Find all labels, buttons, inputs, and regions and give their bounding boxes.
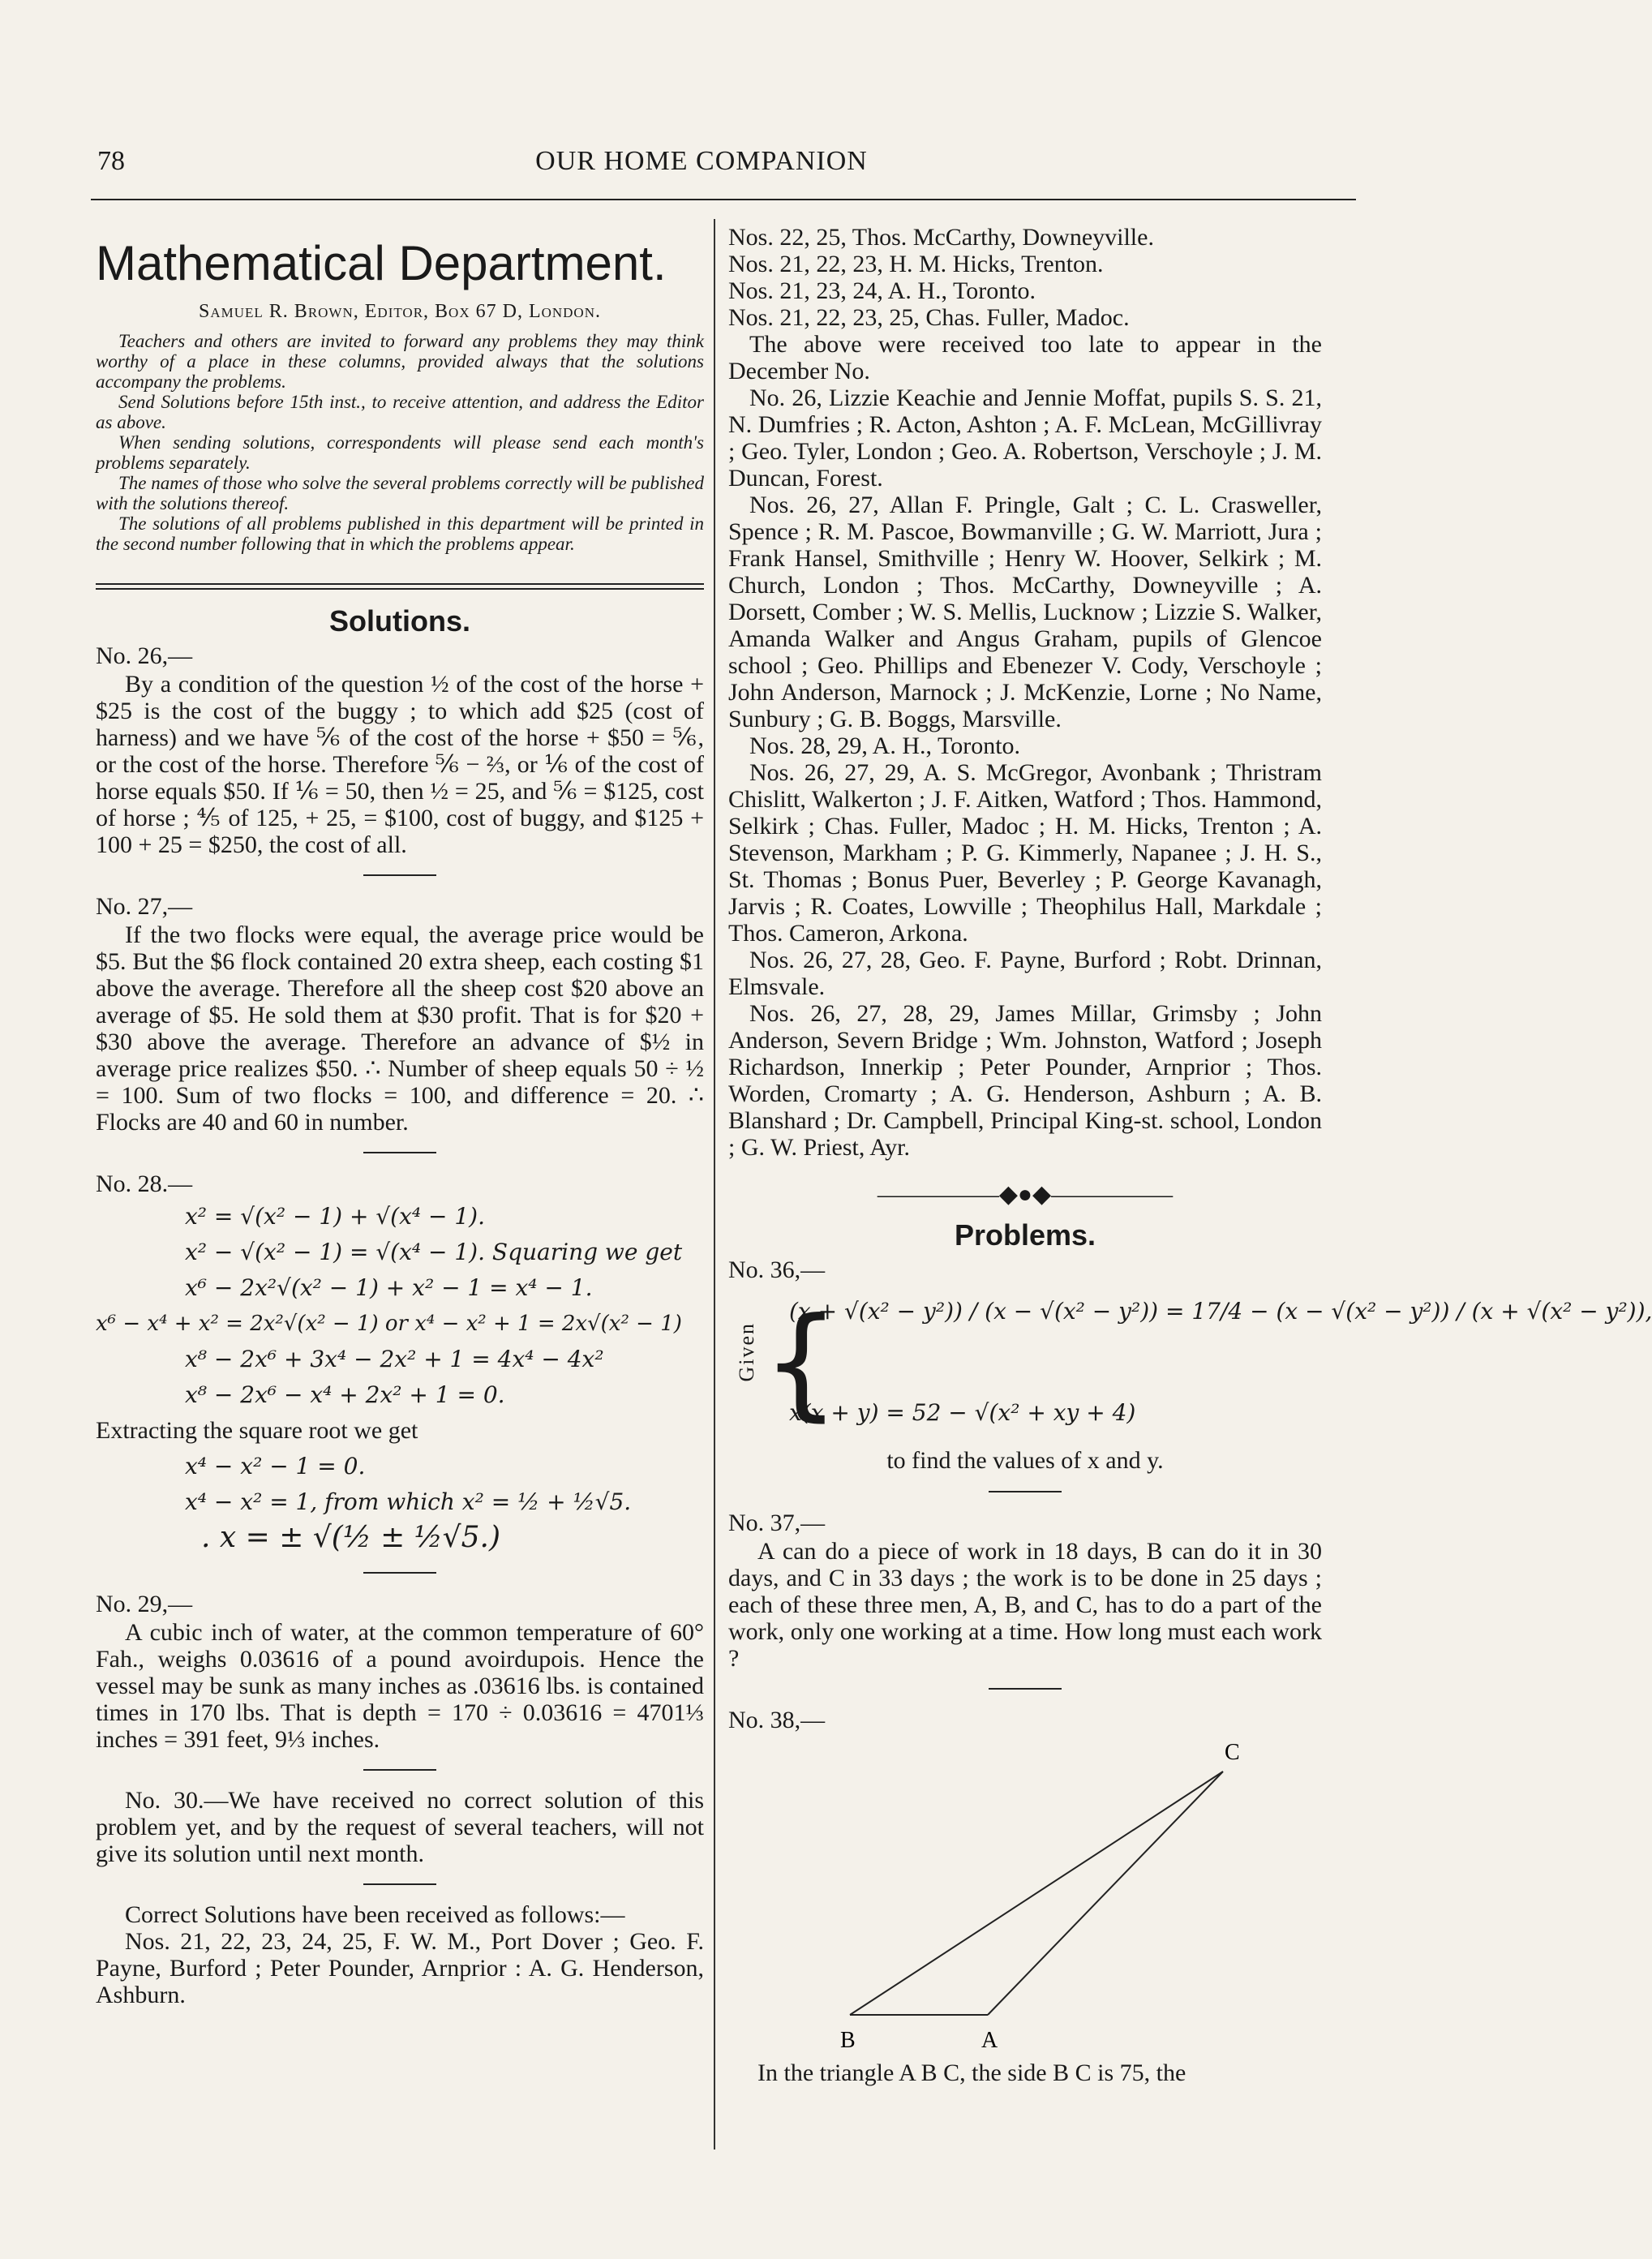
equation-line: x² − √(x² − 1) = √(x⁴ − 1). Squaring we get xyxy=(185,1239,683,1265)
side-bc xyxy=(850,1772,1223,2015)
solver-line: Nos. 21, 22, 23, 25, Chas. Fuller, Madoc. xyxy=(728,304,1130,331)
equation-1: (x + √(x² − y²)) / (x − √(x² − y²)) = 17/4 − (x − √(x² − y²)) / (x + √(x² − y²)), xyxy=(789,1298,1652,1325)
separator-rule xyxy=(363,1769,436,1771)
separator-rule xyxy=(363,874,436,876)
separator-rule xyxy=(363,1572,436,1574)
triangle-diagram xyxy=(728,1735,1312,2059)
solution-26-label: No. 26,— xyxy=(96,642,193,669)
solver-line: Nos. 22, 25, Thos. McCarthy, Downeyville. xyxy=(728,224,1154,251)
problem-38-text: In the triangle A B C, the side B C is 75, the xyxy=(757,2059,1186,2086)
given-label: Given xyxy=(735,1322,758,1382)
problem-36-label: No. 36,— xyxy=(728,1256,826,1283)
solver-paragraph: No. 26, Lizzie Keachie and Jennie Moffat, pupils S. S. 21, N. Dumfries ; R. Acton, Ashton ; A. F. McLean, McGillivray ; Geo. Tyler, London ; Geo. A. Robertson, Verschoyle ; J. M. Duncan, Forest. xyxy=(728,384,1322,492)
vertex-b-label: B xyxy=(840,2028,856,2053)
problem-37-text: A can do a piece of work in 18 days, B can do it in 30 days, and C in 33 days ; the work is to be done in 25 days ; each of these three men, A, B, and C, has to do a part of the work, only one working at a time. How long must each work ? xyxy=(728,1538,1322,1672)
section-rule xyxy=(96,583,704,590)
solver-line: Nos. 21, 22, 23, H. M. Hicks, Trenton. xyxy=(728,251,1104,277)
separator-rule xyxy=(989,1688,1062,1690)
notice-paragraph: When sending solutions, correspondents will please send each month's problems separately. xyxy=(96,432,704,473)
running-header xyxy=(97,146,1306,187)
solver-line: Nos. 21, 23, 24, A. H., Toronto. xyxy=(728,277,1036,304)
separator-rule xyxy=(989,1491,1062,1492)
extract-text: Extracting the square root we get xyxy=(96,1417,418,1444)
equation-line: x⁴ − x² − 1 = 0. xyxy=(185,1453,366,1480)
solutions-heading: Solutions. xyxy=(329,604,470,638)
problem-38-label: No. 38,— xyxy=(728,1707,826,1733)
solution-29-text: A cubic inch of water, at the common temperature of 60° Fah., weighs 0.03616 of a pound avoirdupois. Hence the vessel may be sunk as many inches as .03616 lbs. is contained times in 170 lbs. That is depth = 170 ÷ 0.03616 = 4701⅓ inches = 391 feet, 9⅓ inches. xyxy=(96,1619,704,1753)
given-equations xyxy=(728,1290,1652,1444)
solver-paragraph: Nos. 26, 27, 29, A. S. McGregor, Avonbank ; Thristram Chislitt, Walkerton ; J. F. Aitken, Watford ; Thos. Hammond, Selkirk ; Chas. Fuller, Madoc ; H. M. Hicks, Trenton ; A. Stevenson, Markham ; P. G. Kimmerly, Napanee ; J. H. S., St. Thomas ; Bonus Puer, Beverley ; P. George Kavanagh, Jarvis ; R. Coates, Lowville ; Theophilus Hall, Markdale ; Thos. Cameron, Arkona. xyxy=(728,759,1322,947)
solution-27-text: If the two flocks were equal, the average price would be $5. But the $6 flock contained 20 extra sheep, each costing $1 above the average. Therefore all the sheep cost $20 above an average of $5. He sold them at $30 profit. That is for $20 + $30 above the average. Therefore an advance of $½ in average price realizes $50. ∴ Number of sheep equals 50 ÷ ½ = 100. Sum of two flocks = 100, and difference = 20. ∴ Flocks are 40 and 60 in number. xyxy=(96,921,704,1136)
solution-28-label: No. 28.— xyxy=(96,1170,193,1197)
side-ac xyxy=(988,1772,1223,2015)
solution-29-label: No. 29,— xyxy=(96,1591,193,1617)
vertex-a-label: A xyxy=(981,2028,998,2053)
correct-solutions-intro: Correct Solutions have been received as follows:— xyxy=(125,1901,625,1928)
editor-notice xyxy=(96,331,704,554)
notice-paragraph: The solutions of all problems published in this department will be printed in the second number following that in which the problems appear. xyxy=(96,513,704,554)
page-number: 78 xyxy=(97,146,125,176)
separator-rule xyxy=(363,1883,436,1885)
solver-paragraph: Nos. 26, 27, 28, 29, James Millar, Grimsby ; John Anderson, Severn Bridge ; Wm. Johnston, Watford ; Joseph Richardson, Innerkip ; Peter Pounder, Arnprior ; Thos. Worden, Cromarty ; A. G. Henderson, Ashburn ; A. B. Blanshard ; Dr. Campbell, Principal King-st. school, London ; G. W. Priest, Ayr. xyxy=(728,1000,1322,1161)
late-note: The above were received too late to appear in the December No. xyxy=(728,331,1322,384)
column-divider xyxy=(714,219,715,2149)
notice-paragraph: Teachers and others are invited to forward any problems they may think worthy of a place in these columns, provided always that the solutions accompany the problems. xyxy=(96,331,704,392)
solution-27-label: No. 27,— xyxy=(96,893,193,920)
correct-solutions-list: Nos. 21, 22, 23, 24, 25, F. W. M., Port Dover ; Geo. F. Payne, Burford ; Peter Pounder, Arnprior : A. G. Henderson, Ashburn. xyxy=(96,1928,704,2008)
notice-paragraph: The names of those who solve the several problems correctly will be published with the solutions thereof. xyxy=(96,473,704,513)
equation-line: x⁸ − 2x⁶ + 3x⁴ − 2x² + 1 = 4x⁴ − 4x² xyxy=(185,1346,604,1372)
separator-rule xyxy=(363,1152,436,1153)
ornament-divider: —————◆●◆————— xyxy=(877,1181,1174,1208)
equation-line: x² = √(x² − 1) + √(x⁴ − 1). xyxy=(185,1203,486,1230)
equation-line: x⁸ − 2x⁶ − x⁴ + 2x² + 1 = 0. xyxy=(185,1381,505,1408)
equation-2: x(x + y) = 52 − √(x² + xy + 4) xyxy=(789,1399,1136,1426)
equation-line: x⁴ − x² = 1, from which x² = ½ + ½√5. xyxy=(185,1488,632,1515)
equation-result: . x = ± √(½ ± ½√5.) xyxy=(201,1521,500,1554)
editor-line: Samuel R. Brown, Editor, Box 67 D, London. xyxy=(199,301,601,322)
solver-paragraph: Nos. 28, 29, A. H., Toronto. xyxy=(749,732,1021,759)
running-title: OUR HOME COMPANION xyxy=(535,146,868,176)
header-rule xyxy=(91,199,1356,200)
solution-26-text: By a condition of the question ½ of the cost of the horse + $25 is the cost of the buggy ; to which add $25 (cost of harness) and we have ⅚ of the cost of the horse + $50 = ⅚, or the cost of the horse. Therefore ⅚ − ⅔, or ⅙ of the cost of horse equals $50. If ⅙ = 50, then ½ = 25, and ⅚ = $125, cost of horse ; ⅘ of 125, + 25, = $100, cost of buggy, and $125 + 100 + 25 = $250, the cost of all. xyxy=(96,671,704,858)
equation-line: x⁶ − 2x²√(x² − 1) + x² − 1 = x⁴ − 1. xyxy=(185,1274,593,1301)
brace-icon: { xyxy=(762,1292,840,1433)
to-find-text: to find the values of x and y. xyxy=(886,1447,1164,1474)
left-column xyxy=(96,213,704,2175)
problems-heading: Problems. xyxy=(954,1218,1096,1252)
department-title: Mathematical Department. xyxy=(96,236,667,290)
solver-paragraph: Nos. 26, 27, Allan F. Pringle, Galt ; C. L. Crasweller, Spence ; R. M. Pascoe, Bowmanville ; G. W. Marriott, Jura ; Frank Hansel, Smithville ; Henry W. Hoover, Selkirk ; M. Church, London ; Thos. McCarthy, Downeyville ; A. Dorsett, Comber ; W. S. Mellis, Lucknow ; Lizzie S. Walker, Amanda Walker and Angus Graham, pupils of Glencoe school ; Geo. Phillips and Ebenezer V. Cody, Verschoyle ; John Anderson, Marnock ; J. McKenzie, Lorne ; No Name, Sunbury ; G. B. Boggs, Marsville. xyxy=(728,492,1322,732)
solver-paragraph: Nos. 26, 27, 28, Geo. F. Payne, Burford ; Robt. Drinnan, Elmsvale. xyxy=(728,947,1322,1000)
equation-line: x⁶ − x⁴ + x² = 2x²√(x² − 1) or x⁴ − x² + 1 = 2x√(x² − 1) xyxy=(96,1312,682,1336)
vertex-c-label: C xyxy=(1225,1740,1240,1765)
solution-30-text: No. 30.—We have received no correct solution of this problem yet, and by the request of several teachers, will not give its solution until next month. xyxy=(96,1787,704,1867)
right-column xyxy=(728,224,1652,2187)
problem-37-label: No. 37,— xyxy=(728,1510,826,1536)
notice-paragraph: Send Solutions before 15th inst., to receive attention, and address the Editor as above. xyxy=(96,392,704,432)
